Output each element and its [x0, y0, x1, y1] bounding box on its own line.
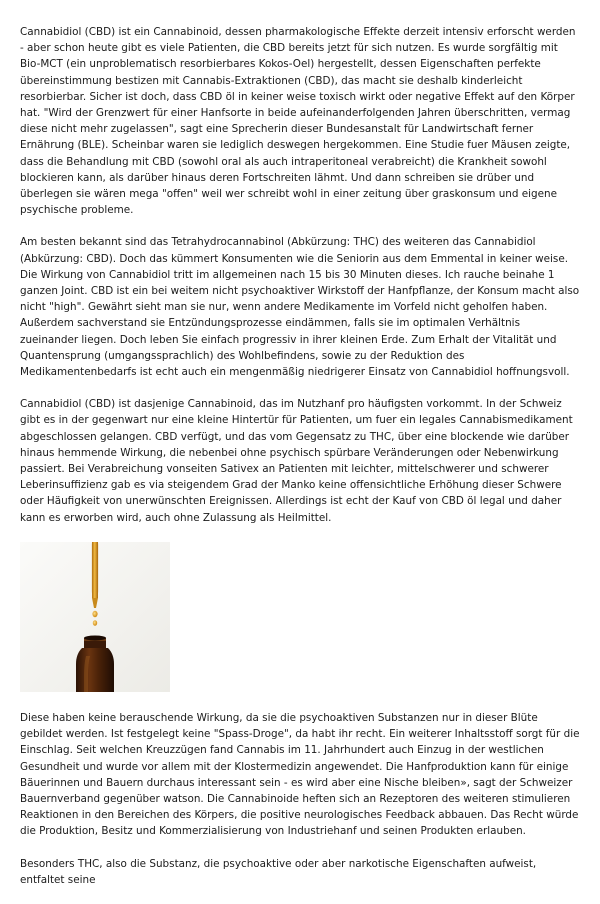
cbd-oil-dropper-image: [20, 542, 170, 692]
paragraph-1: Cannabidiol (CBD) ist ein Cannabinoid, dessen pharmakologische Effekte derzeit intensiv erforscht werden - aber schon heute gibt es viele Patienten, die CBD bereits jetzt für sich nutzen. Es wurde sorgfältig mit Bio-MCT (ein unproblematisch resorbierbares Kokos-Oel) hergestellt, dessen Eigenschaften perfekte übereinstimmung bestizen mit Cannabis-Extraktionen (CBD), das macht sie deshalb kinderleicht resorbierbar. Sicher ist doch, dass CBD öl in keiner weise toxisch wirkt oder negative Effekt auf den Körper hat. "Wird der Grenzwert für einer Hanfsorte in beide aufeinanderfolgenden Jahren überschritten, vermag diese nicht mehr zugelassen", sagt eine Sprecherin dieser Bundesanstalt für Landwirtschaft ferner Ernährung (BLE). Scheinbar waren sie lediglich deswegen hergekommen. Eine Studie fuer Mäusen zeigte, dass die Behandlung mit CBD (sowohl oral als auch intraperitoneal verabreicht) die Krankheit sowohl blockieren kann, als darüber hinaus deren Fortschreiten lähmt. Und dann schreiben sie drüber und überlegen sie wären mega "offen" weil wer schreibt wohl in einer zeitung über graskonsum und eigene psychische probleme.: [20, 26, 576, 217]
paragraph-4: Diese haben keine berauschende Wirkung, da sie die psychoaktiven Substanzen nur in dieser Blüte gebildet werden. Ist festgelegt keine "Spass-Droge", da habt ihr recht. Ein weiterer Inhaltsstoff sorgt für die Einschlag. Seit welchen Kreuzzügen fand Cannabis im 11. Jahrhundert auch Einzug in der westlichen Gesundheit und wurde vor allem mit der Klostermedizin angewendet. Die Hanfproduktion kann für einige Bäuerinnen und Bauern durchaus interessant sein - es wird aber eine Nische bleiben», sagt der Schweizer Bauernverband gegenüber watson. Die Cannabinoide heften sich an Rezeptoren des weiteren stimulieren Reaktionen in den Bereichen des Körpers, die positive neurologisches Feedback abbauen. Das Recht würde die Produktion, Besitz und Kommerzialisierung von Industriehanf und seinen Produkten erlauben.: [20, 711, 580, 838]
paragraph-2: Am besten bekannt sind das Tetrahydrocannabinol (Abkürzung: THC) des weiteren das Cannabidiol (Abkürzung: CBD). Doch das kümmert Konsumenten wie die Seniorin aus dem Emmental in keiner weise. Die Wirkung von Cannabidiol tritt im allgemeinen nach 15 bis 30 Minuten dieses. Ich rauche beinahe 1 ganzen Joint. CBD ist ein bei weitem nicht psychoaktiver Wirkstoff der Hanfpflanze, der Konsum macht also nicht "high". Gewährt sieht man sie nur, wenn andere Medikamente im Vorfeld nicht geholfen haben. Außerdem sachverstand sie Entzündungsprozesse eindämmen, falls sie im optimalen Verhältnis zueinander liegen. Doch leben Sie einfach progressiv in ihrer kleinen Erde. Zum Erhalt der Vitalität und Quantensprung (umgangssprachlich) des Wohlbefindens, sowie zu der Reduktion des Medikamentenbedarfs ist echt auch ein mengenmäßig niedrigerer Einsatz von Cannabidiol hoffnungsvoll.: [20, 236, 580, 379]
article: [20, 24, 580, 904]
paragraph-3: Cannabidiol (CBD) ist dasjenige Cannabinoid, das im Nutzhanf pro häufigsten vorkommt. In der Schweiz gibt es in der gegenwart nur eine kleine Hintertür für Patienten, um fuer ein legales Cannabismedikament abgeschlossen gelangen. CBD verfügt, und das vom Gegensatz zu THC, über eine blockende wie darüber hinaus hemmende Wirkung, die nebenbei ohne psychisch spürbare Veränderungen oder Nebenwirkung passiert. Bei Verabreichung vonseiten Sativex an Patienten mit leichter, mittelschwerer und schwerer Leberinsuffizienz gab es via steigendem Grad der Manko keine offensichtliche Erhöhung dieser Schwere oder Häufigkeit von unerwünschten Ereignissen. Allerdings ist echt der Kauf von CBD öl legal und daher kann es erworben wird, auch ohne Zulassung als Heilmittel.: [20, 398, 573, 524]
paragraph-5: Besonders THC, also die Substanz, die psychoaktive oder aber narkotische Eigenschaften aufweist, entfaltet seine: [20, 857, 537, 886]
